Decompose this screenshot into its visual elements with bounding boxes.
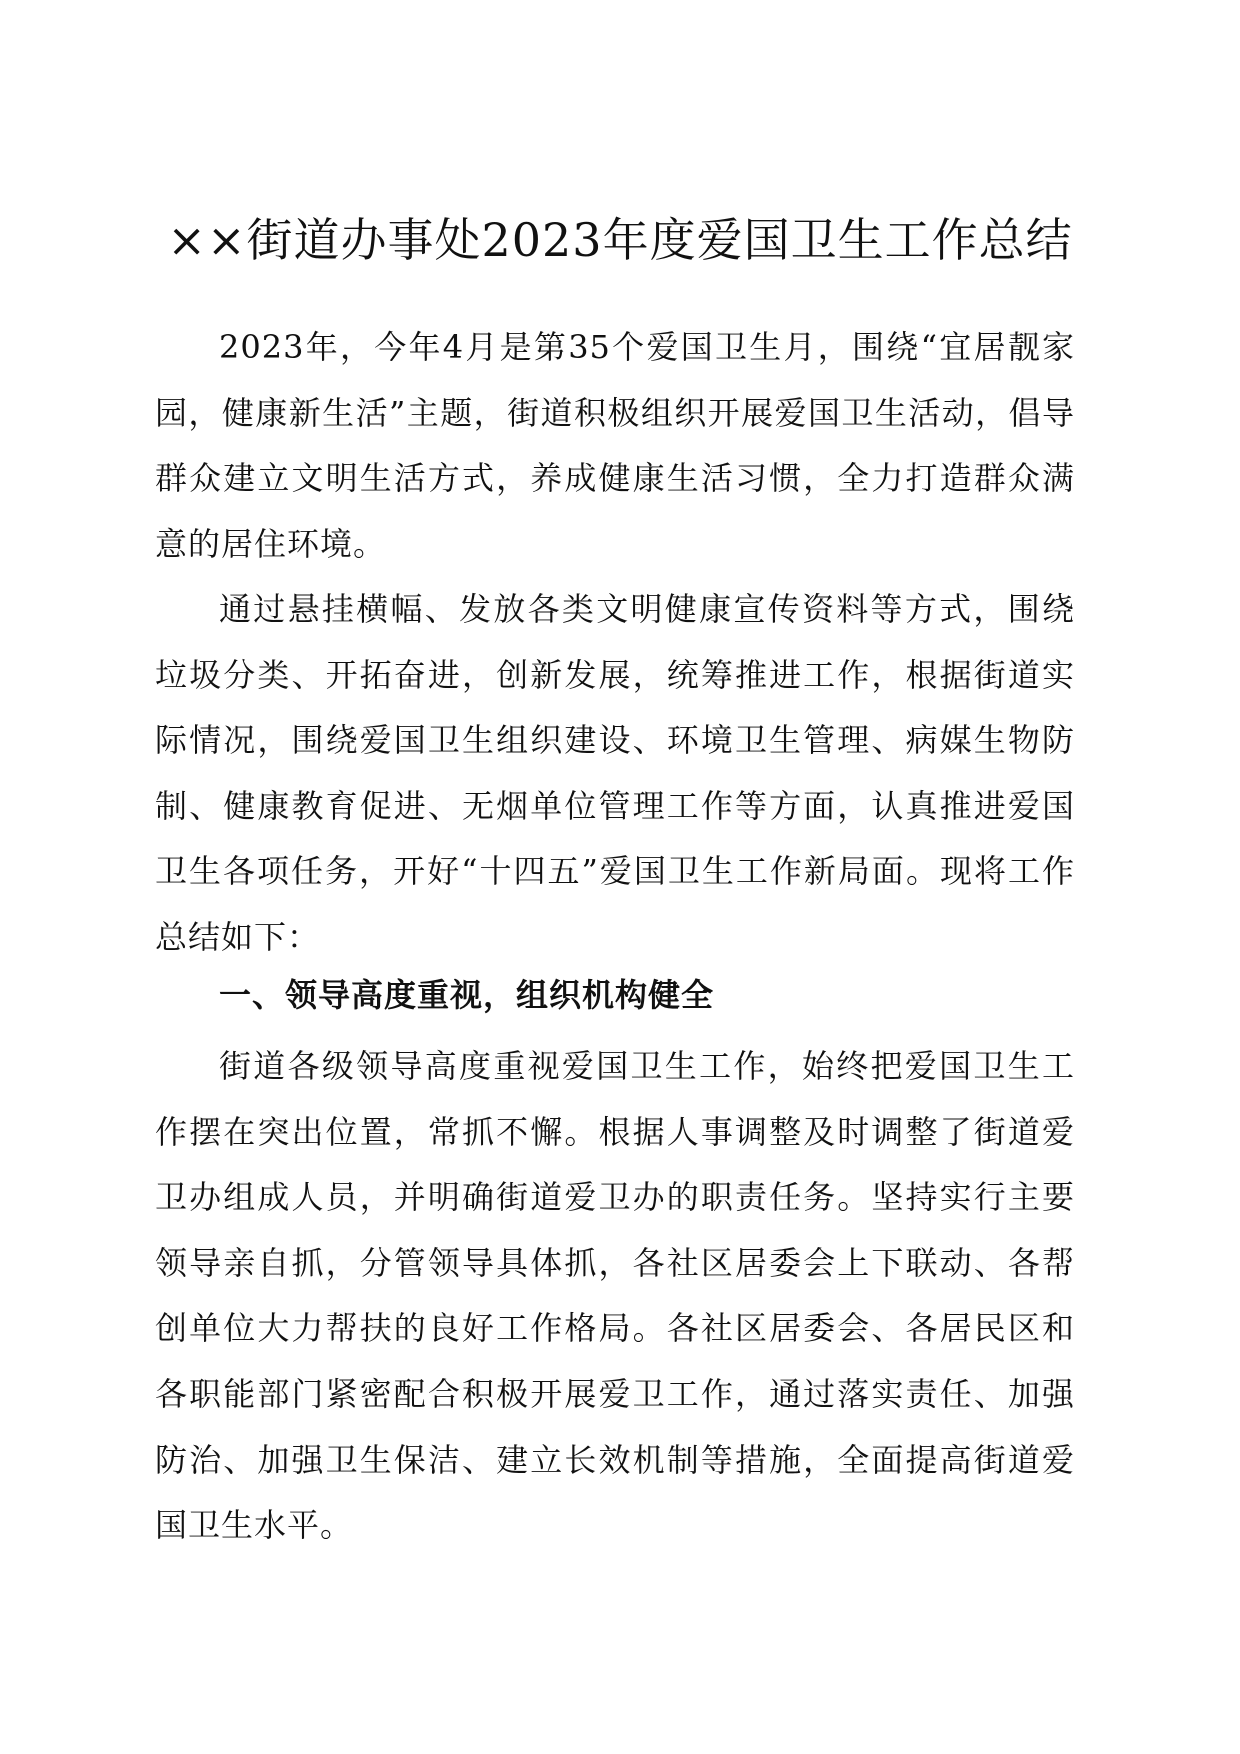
document-title: ××街道办事处2023年度爱国卫生工作总结	[167, 213, 1073, 267]
overview-paragraph: 通过悬挂横幅、发放各类文明健康宣传资料等方式，围绕垃圾分类、开拓奋进，创新发展，统筹推进工作，根据街道实际情况，围绕爱国卫生组织建设、环境卫生管理、病媒生物防制、健康教育促进、无烟单位管理工作等方面，认真推进爱国卫生各项任务，开好“十四五”爱国卫生工作新局面。现将工作总结如下：	[155, 590, 1075, 956]
intro-paragraph: 2023年，今年4月是第35个爱国卫生月，围绕“宜居靓家园，健康新生活”主题，街道积极组织开展爱国卫生活动，倡导群众建立文明生活方式，养成健康生活习惯，全力打造群众满意的居住环境。	[155, 328, 1075, 563]
section-paragraph: 街道各级领导高度重视爱国卫生工作，始终把爱国卫生工作摆在突出位置，常抓不懈。根据人事调整及时调整了街道爱卫办组成人员，并明确街道爱卫办的职责任务。坚持实行主要领导亲自抓，分管领导具体抓，各社区居委会上下联动、各帮创单位大力帮扶的良好工作格局。各社区居委会、各居民区和各职能部门紧密配合积极开展爱卫工作，通过落实责任、加强防治、加强卫生保洁、建立长效机制等措施，全面提高街道爱国卫生水平。	[155, 1047, 1075, 1545]
section-heading: 一、领导高度重视，组织机构健全	[219, 976, 715, 1014]
